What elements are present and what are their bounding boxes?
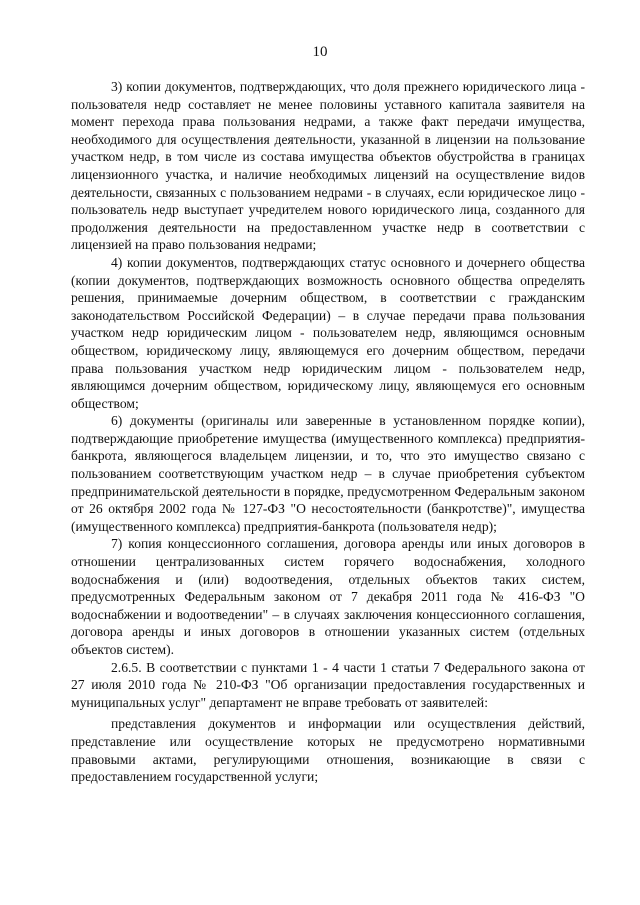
paragraph-item-4: 4) копии документов, подтверждающих статус основного и дочернего общества (копии документов, подтверждающих возможность основного общества определять решения, принимаемые дочерним обществом, в соответствии с гражданским законодательством Российской Федерации) – в случае передачи права пользования участком недр юридическим лицом - пользователем недр, являющимся основным обществом, юридическому лицу, являющемуся его дочерним обществом, передачи права пользования участком недр юридическим лицом - пользователем недр, являющимся дочерним обществом, юридическому лицу, являющемуся его основным обществом; [71,254,585,411]
paragraph-prohibition-1: представления документов и информации или осуществления действий, представление или осуществление которых не предусмотрено нормативными правовыми актами, регулирующими отношения, возникающие в связи с предоставлением государственной услуги; [71,716,585,785]
paragraph-item-7: 7) копия концессионного соглашения, договора аренды или иных договоров в отношении централизованных систем горячего водоснабжения, холодного водоснабжения и (или) водоотведения, отдельных объектов таких систем, предусмотренных Федеральным законом от 7 декабря 2011 года № 416-ФЗ "О водоснабжении и водоотведении" – в случаях заключения концессионного соглашения, договора аренды и иных договоров в отношении указанных систем (отдельных объектов систем). [71,536,585,657]
document-body [71,78,585,786]
paragraph-item-6: 6) документы (оригиналы или заверенные в установленном порядке копии), подтверждающие приобретение имущества (имущественного комплекса) предприятия-банкрота, являющегося владельцем лицензии, и то, что это имущество связано с пользованием соответствующим участком недр – в случае приобретения субъектом предпринимательской деятельности в порядке, предусмотренном Федеральным законом от 26 октября 2002 года № 127-ФЗ "О несостоятельности (банкротстве)", имущества (имущественного комплекса) предприятия-банкрота (пользователя недр); [71,413,585,534]
page-number: 10 [312,44,328,60]
paragraph-clause-2-6-5: 2.6.5. В соответствии с пунктами 1 - 4 части 1 статьи 7 Федерального закона от 27 июля 2010 года № 210-ФЗ "Об организации предоставления государственных и муниципальных услуг" департамент не вправе требовать от заявителей: [71,659,585,710]
paragraph-item-3: 3) копии документов, подтверждающих, что доля прежнего юридического лица - пользователя недр составляет не менее половины уставного капитала заявителя на момент перехода права пользования недрами, а также факт передачи имущества, необходимого для осуществления деятельности, указанной в лицензии на пользование участком недр, в том числе из состава имущества объектов обустройства в границах лицензионного участка, и наличие необходимых лицензий на осуществление видов деятельности, связанных с пользованием недрами - в случаях, если юридическое лицо - пользователь недр выступает учредителем нового юридического лица, созданного для продолжения деятельности на предоставленном участке недр в соответствии с лицензией на право пользования недрами; [71,79,585,253]
